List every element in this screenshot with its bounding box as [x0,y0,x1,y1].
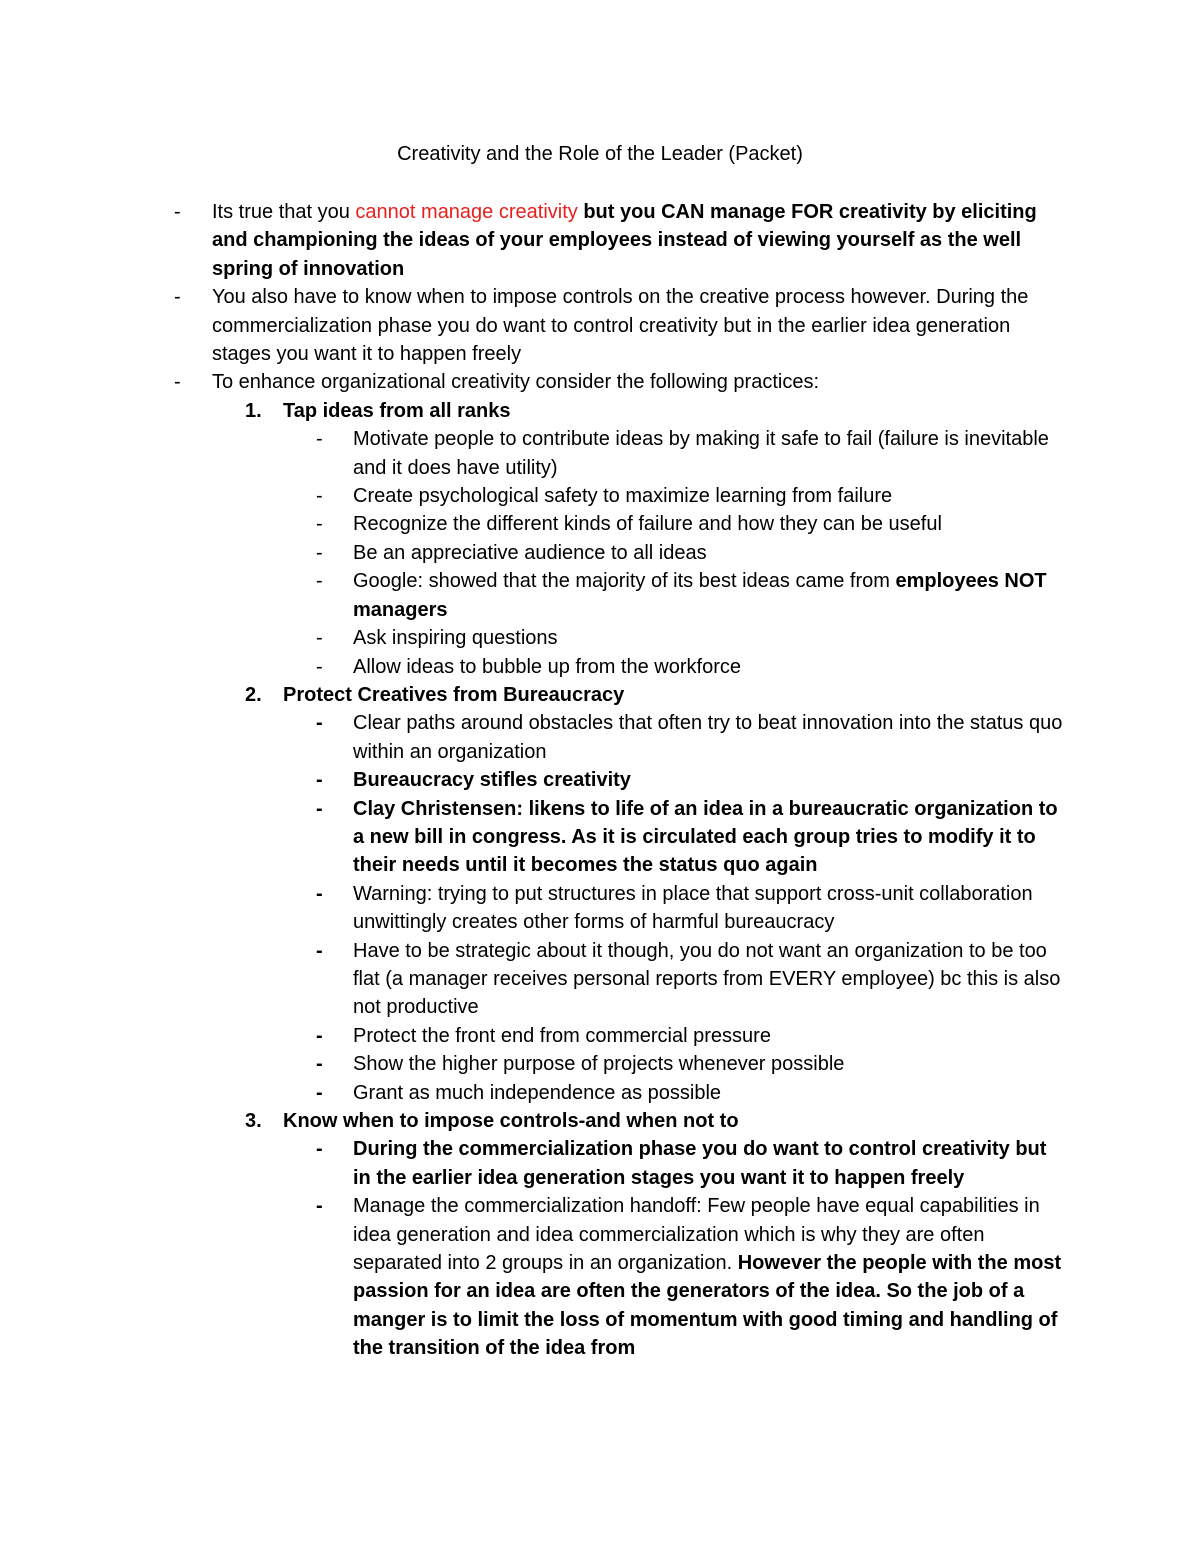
dash-marker: - [174,371,181,394]
text-run: Manage the commercialization handoff: Few people have equal capabilities in idea generation and idea commercialization which is why they are often separated into 2 groups in an organization. [353,1195,1040,1275]
sub-bullet-item [0,766,1200,794]
red-highlight-text: cannot manage creativity [355,201,578,223]
sub-bullet-text: Allow ideas to bubble up from the workforce [353,655,741,678]
dash-marker: - [316,627,323,650]
document-body [0,198,1200,1363]
sub-bullet-item [0,880,1200,937]
sub-bullet-text: Create psychological safety to maximize learning from failure [353,485,893,508]
bold-text: Bureaucracy stifles creativity [353,769,631,792]
dash-marker: - [316,882,323,905]
sub-bullet-text [353,1135,1065,1192]
sub-bullet-text: Protect the front end from commercial pressure [353,1024,771,1047]
practice-heading-text: Tap ideas from all ranks [283,399,511,422]
sub-bullet-text [353,766,1065,794]
sub-bullet-item [0,1050,1200,1078]
dash-marker: - [316,1024,323,1047]
bold-text: employees NOT managers [353,570,1047,621]
sub-bullet-text: Ask inspiring questions [353,627,558,650]
list-number: 3. [245,1110,262,1132]
sub-bullet-item [0,937,1200,1022]
bold-text: During the commercialization phase you do want to control creativity but in the earlier idea generation stages you want it to happen freely [353,1138,1047,1189]
practice-heading-text: Protect Creatives from Bureaucracy [283,683,625,706]
dash-marker: - [316,655,323,678]
sub-bullet-text [353,1192,1065,1362]
dash-marker: - [316,1138,323,1161]
sub-bullet-text: Have to be strategic about it though, you do not want an organization to be too flat (a manager receives personal reports from EVERY employee) bc this is also not productive [353,939,1061,1019]
sub-bullet-text: Recognize the different kinds of failure and how they can be useful [353,513,942,536]
sub-bullet-item [0,795,1200,880]
bold-text: but you CAN manage FOR creativity by eliciting and championing the ideas of your employees instead of viewing yourself as the well spring of innovation [212,201,1037,280]
bold-text: However the people with the most passion for an idea are often the generators of the idea. So the job of a manger is to limit the loss of momentum with good timing and handling of the transition of the idea from [353,1252,1062,1360]
sub-bullet-item [0,567,1200,624]
sub-bullet-item [0,1135,1200,1192]
dash-marker: - [316,797,323,820]
sub-bullet-item [0,1022,1200,1050]
bullet-item [0,368,1200,396]
bold-text: Clay Christensen: likens to life of an idea in a bureaucratic organization to a new bill in congress. As it is circulated each group tries to modify it to their needs until it becomes the status quo again [353,797,1058,877]
practice-heading [0,681,1200,709]
sub-bullet-item [0,1079,1200,1107]
dash-marker: - [316,1053,323,1076]
dash-marker: - [316,485,323,508]
sub-bullet-item [0,624,1200,652]
sub-bullet-item [0,1192,1200,1362]
bullet-text: To enhance organizational creativity consider the following practices: [212,371,820,394]
dash-marker: - [316,1195,323,1218]
dash-marker: - [316,570,323,593]
dash-marker: - [316,712,323,735]
sub-bullet-text: Clear paths around obstacles that often try to beat innovation into the status quo within an organization [353,712,1063,763]
sub-bullet-text [353,567,1065,624]
dash-marker: - [316,428,323,451]
sub-bullet-item [0,539,1200,567]
text-run: Google: showed that the majority of its best ideas came from [353,570,896,593]
sub-bullet-text: Be an appreciative audience to all ideas [353,541,707,564]
sub-bullet-text [353,795,1065,880]
text-run: Its true that you [212,201,356,223]
dash-marker: - [174,286,181,309]
dash-marker: - [316,1081,323,1104]
practice-heading [0,397,1200,425]
practice-heading [0,1107,1200,1135]
sub-bullet-item [0,653,1200,681]
sub-bullet-item [0,709,1200,766]
bullet-text: You also have to know when to impose controls on the creative process however. During the commercialization phase you do want to control creativity but in the earlier idea generation stages you want it to happen freely [212,286,1029,366]
bullet-text [212,198,1062,283]
sub-bullet-item [0,510,1200,538]
dash-marker: - [316,541,323,564]
practice-heading-text: Know when to impose controls-and when not to [283,1110,739,1132]
list-number: 1. [245,399,262,422]
sub-bullet-text: Show the higher purpose of projects whenever possible [353,1053,845,1076]
dash-marker: - [316,939,323,962]
bullet-item [0,198,1200,283]
sub-bullet-item [0,425,1200,482]
dash-marker: - [316,513,323,536]
sub-bullet-item [0,482,1200,510]
list-number: 2. [245,683,262,706]
sub-bullet-text: Grant as much independence as possible [353,1081,722,1104]
dash-marker: - [316,769,323,792]
document-title: Creativity and the Role of the Leader (Packet) [397,143,803,165]
bullet-item [0,283,1200,368]
dash-marker: - [174,201,181,223]
sub-bullet-text: Motivate people to contribute ideas by making it safe to fail (failure is inevitable and it does have utility) [353,428,1049,479]
sub-bullet-text: Warning: trying to put structures in place that support cross-unit collaboration unwittingly creates other forms of harmful bureaucracy [353,882,1033,934]
